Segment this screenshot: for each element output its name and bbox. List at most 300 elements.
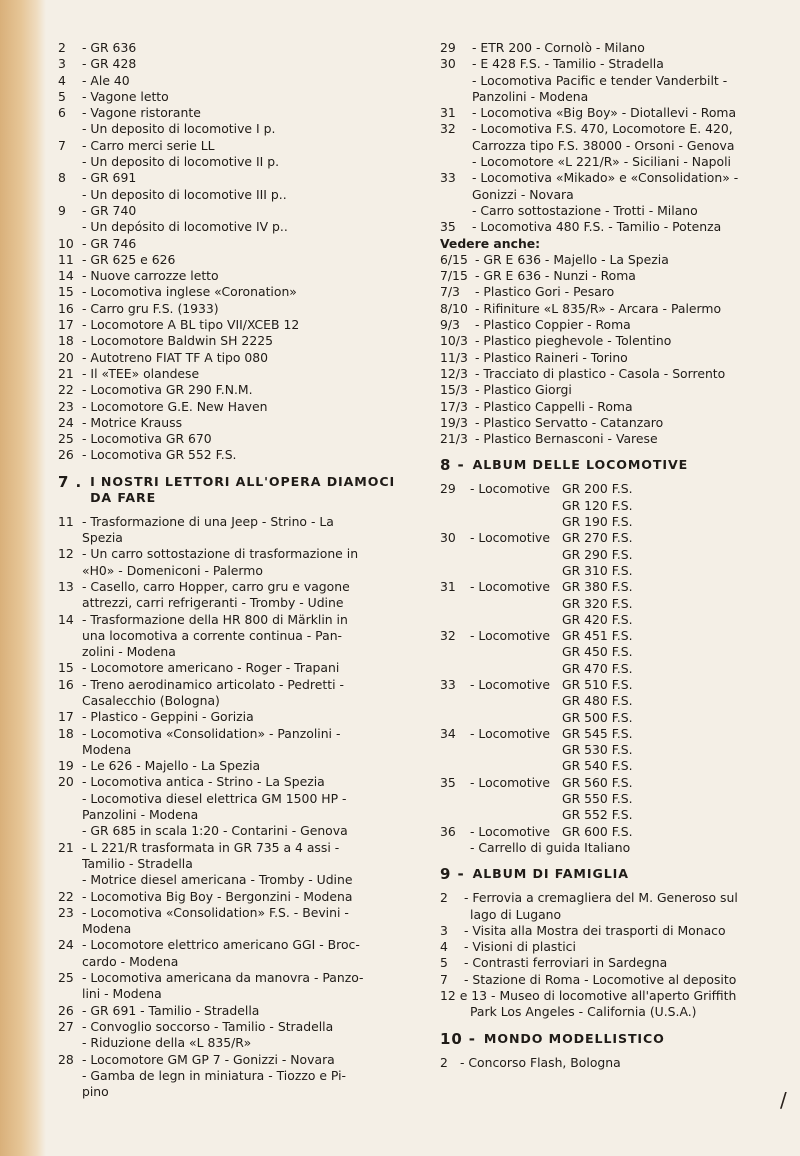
- entry-text: - Plastico Bernasconi - Varese: [475, 431, 658, 447]
- album-entry: [440, 775, 790, 791]
- entry-number: 17: [58, 317, 74, 333]
- entry-number: 11: [58, 513, 74, 529]
- index-entry: [58, 138, 413, 154]
- index-entry: [58, 382, 413, 398]
- entry-text: - Plastico Raineri - Torino: [475, 349, 628, 365]
- entry-text: - Carro sottostazione - Trotti - Milano: [472, 202, 698, 218]
- entry-text: - Locomotiva Pacific e tender Vanderbilt -: [472, 72, 728, 88]
- entry-text: - GR 740: [82, 202, 137, 218]
- locomotive-class: GR 470 F.S.: [562, 660, 633, 676]
- entry-number: 6: [58, 105, 66, 121]
- entry-text: - Plastico Giorgi: [475, 382, 572, 398]
- index-entry: [58, 514, 413, 530]
- index-entry: [58, 986, 413, 1002]
- album-entry: [440, 628, 790, 644]
- entry-text: - GR 746: [82, 235, 137, 251]
- index-entry: [58, 660, 413, 676]
- entry-number: 23: [58, 904, 74, 920]
- entry-number: 10: [58, 235, 74, 251]
- index-entry: [440, 923, 790, 939]
- entry-text: - Vagone letto: [82, 88, 169, 104]
- index-entry: [58, 317, 413, 333]
- entry-label: - Locomotive: [470, 725, 550, 741]
- index-entry: [58, 1084, 413, 1100]
- entry-number: 3: [58, 56, 66, 72]
- entry-number: 20: [58, 349, 74, 365]
- entry-number: 7: [58, 137, 66, 153]
- album-entry: [440, 530, 790, 546]
- index-entry: [58, 415, 413, 431]
- index-entry: [58, 154, 413, 170]
- entry-number: 20: [58, 774, 74, 790]
- section-title: ALBUM DI FAMIGLIA: [472, 866, 629, 882]
- entry-number: 3: [440, 922, 448, 938]
- entry-text: - GR E 636 - Nunzi - Roma: [475, 268, 636, 284]
- index-entry: [58, 1035, 413, 1051]
- entry-text: - Locomotore G.E. New Haven: [82, 398, 268, 414]
- entry-text: - Locomotiva 480 F.S. - Tamilio - Potenza: [472, 219, 722, 235]
- album-entry: [440, 579, 790, 595]
- entry-number: 14: [58, 611, 74, 627]
- entry-label: - Locomotive: [470, 481, 550, 497]
- locomotive-class: GR 190 F.S.: [562, 514, 633, 530]
- section-title: I NOSTRI LETTORI ALL'OPERA DIAMOCI DA FARE: [90, 473, 396, 505]
- entry-number: 12 e 13: [440, 988, 488, 1004]
- entry-text: - Motrice Krauss: [82, 414, 183, 430]
- entry-text: pino: [82, 1084, 109, 1100]
- entry-text: - Trasformazione di una Jeep - Strino - La: [82, 513, 334, 529]
- index-entry: [58, 872, 413, 888]
- entry-number: 2: [440, 890, 448, 906]
- album-entry: [440, 758, 790, 774]
- index-entry: [440, 170, 790, 186]
- album-entry: [440, 824, 790, 840]
- index-entry: [440, 333, 790, 349]
- index-entry: [58, 823, 413, 839]
- entry-text: - Treno aerodinamico articolato - Pedretti -: [82, 676, 344, 692]
- entry-text: Park Los Angeles - California (U.S.A.): [470, 1004, 697, 1020]
- entry-number: 13: [58, 578, 74, 594]
- left-column: [58, 40, 413, 1100]
- locomotive-class: GR 480 F.S.: [562, 693, 633, 709]
- locomotive-class: GR 500 F.S.: [562, 709, 633, 725]
- entry-number: 17/3: [440, 398, 468, 414]
- index-entry: [58, 644, 413, 660]
- entry-number: 29: [440, 40, 456, 55]
- index-entry: [58, 268, 413, 284]
- index-entry: [58, 219, 413, 235]
- index-entry: [440, 431, 790, 447]
- entry-text: Spezia: [82, 530, 123, 546]
- entry-number: 7/15: [440, 268, 468, 284]
- locomotive-class: GR 270 F.S.: [562, 530, 633, 546]
- index-entry: [440, 219, 790, 235]
- locomotive-class: GR 510 F.S.: [562, 676, 633, 692]
- entry-text: cardo - Modena: [82, 953, 179, 969]
- locomotive-class: GR 552 F.S.: [562, 807, 633, 823]
- index-entry: [440, 366, 790, 382]
- entry-text: Modena: [82, 921, 132, 937]
- entry-text: - L 221/R trasformata in GR 735 a 4 assi -: [82, 839, 340, 855]
- index-entry: [440, 284, 790, 300]
- entry-text: - Gamba de legn in miniatura - Tiozzo e Pi-: [82, 1067, 347, 1083]
- entry-text: zolini - Modena: [82, 644, 176, 660]
- entry-number: 10/3: [440, 333, 468, 349]
- entry-text: Modena: [82, 741, 132, 757]
- entry-text: - Un depósito di locomotive IV p..: [82, 219, 288, 235]
- entry-text: - Locomotore «L 221/R» - Siciliani - Napoli: [472, 154, 731, 170]
- entry-text: - Trasformazione della HR 800 di Märklin in: [82, 611, 348, 627]
- entry-text: Gonizzi - Novara: [472, 186, 574, 202]
- album-entry: [440, 742, 790, 758]
- index-entry: [58, 921, 413, 937]
- album-entry: [440, 498, 790, 514]
- entry-text: - Carro merci serie LL: [82, 137, 215, 153]
- entry-text: Panzolini - Modena: [82, 807, 199, 823]
- locomotive-class: GR 451 F.S.: [562, 628, 633, 644]
- album-entry: [440, 693, 790, 709]
- entry-text: - Il «TEE» olandese: [82, 365, 200, 381]
- index-entry: [58, 546, 413, 562]
- section-9-heading: [440, 866, 790, 882]
- entry-text: - Plastico pieghevole - Tolentino: [475, 333, 672, 349]
- entry-text: Carrozza tipo F.S. 38000 - Orsoni - Genova: [472, 137, 735, 153]
- entry-text: - Locomotiva F.S. 470, Locomotore E. 420,: [472, 121, 733, 137]
- entry-label: - Locomotive: [470, 823, 550, 839]
- entry-text: - Locomotiva «Big Boy» - Diotallevi - Roma: [472, 105, 737, 121]
- index-entry: [58, 121, 413, 137]
- entry-number: 15: [58, 284, 74, 300]
- entry-number: 11: [58, 251, 74, 267]
- entry-text: - Tracciato di plastico - Casola - Sorrento: [475, 365, 726, 381]
- entry-text: - Locomotore A BL tipo VII/XCEB 12: [82, 317, 300, 333]
- index-entry: [440, 399, 790, 415]
- entry-number: 5: [440, 955, 448, 971]
- entry-text: - Vagone ristorante: [82, 105, 201, 121]
- entry-text: - Locomotiva antica - Strino - La Spezia: [82, 774, 325, 790]
- entry-text: - Locomotore Baldwin SH 2225: [82, 333, 273, 349]
- vedere-anche-list: [440, 252, 790, 448]
- album-entry: [440, 612, 790, 628]
- entry-text: lago di Lugano: [470, 906, 562, 922]
- index-entry: [58, 563, 413, 579]
- index-entry: [58, 89, 413, 105]
- index-entry: [440, 988, 790, 1004]
- entry-text: Tamilio - Stradella: [82, 855, 193, 871]
- entry-number: 12/3: [440, 365, 468, 381]
- entry-number: 30: [440, 56, 456, 72]
- index-entry: [58, 40, 413, 56]
- entry-text: - GR 691: [82, 170, 137, 186]
- locomotive-class: GR 420 F.S.: [562, 611, 633, 627]
- section-7-list: [58, 514, 413, 1101]
- index-entry: [440, 105, 790, 121]
- index-list-continued: [440, 40, 790, 236]
- index-entry: [58, 431, 413, 447]
- entry-number: 19: [58, 758, 74, 774]
- index-entry: [440, 89, 790, 105]
- album-entry: [440, 644, 790, 660]
- index-entry: [58, 612, 413, 628]
- locomotive-class: GR 545 F.S.: [562, 725, 633, 741]
- index-entry: [58, 366, 413, 382]
- right-column: [440, 40, 790, 1071]
- entry-number: 21/3: [440, 431, 468, 447]
- index-entry: [440, 252, 790, 268]
- index-entry: [58, 399, 413, 415]
- index-entry: [58, 236, 413, 252]
- entry-text: - Locomotiva americana da manovra - Panzo-: [82, 970, 364, 986]
- entry-number: 11/3: [440, 349, 468, 365]
- pen-mark: /: [780, 1088, 787, 1112]
- index-entry: [58, 170, 413, 186]
- entry-number: 21: [58, 365, 74, 381]
- album-entry: [440, 661, 790, 677]
- entry-number: 32: [440, 628, 456, 644]
- index-entry: [58, 284, 413, 300]
- index-entry: [58, 726, 413, 742]
- index-entry: [58, 628, 413, 644]
- album-entry: [440, 596, 790, 612]
- index-entry: [440, 972, 790, 988]
- locomotive-class: GR 600 F.S.: [562, 823, 633, 839]
- entry-number: 35: [440, 219, 456, 235]
- section-title: ALBUM DELLE LOCOMOTIVE: [472, 457, 689, 473]
- entry-number: 22: [58, 888, 74, 904]
- index-entry: [440, 955, 790, 971]
- entry-text: - Locomotore americano - Roger - Trapani: [82, 660, 340, 676]
- entry-number: 7/3: [440, 284, 460, 300]
- index-entry: [58, 1003, 413, 1019]
- entry-label: - Locomotive: [470, 530, 550, 546]
- section-7-heading: [58, 474, 413, 506]
- entry-number: 16: [58, 300, 74, 316]
- index-entry: [440, 268, 790, 284]
- index-entry: [58, 56, 413, 72]
- index-entry: [440, 187, 790, 203]
- section-number: 8 -: [440, 456, 465, 475]
- album-entry: [440, 791, 790, 807]
- entry-text: - Riduzione della «L 835/R»: [82, 1035, 252, 1051]
- entry-text: - Locomotiva GR 290 F.N.M.: [82, 382, 253, 398]
- index-entry: [58, 333, 413, 349]
- entry-text: - Le 626 - Majello - La Spezia: [82, 758, 261, 774]
- index-entry: [58, 203, 413, 219]
- entry-label: - Locomotive: [470, 676, 550, 692]
- index-entry: [58, 187, 413, 203]
- album-entry: [440, 514, 790, 530]
- entry-text: Casalecchio (Bologna): [82, 692, 220, 708]
- locomotive-class: GR 550 F.S.: [562, 791, 633, 807]
- album-entry: [440, 547, 790, 563]
- index-entry: [58, 73, 413, 89]
- index-entry: [58, 252, 413, 268]
- entry-number: 24: [58, 414, 74, 430]
- entry-text: una locomotiva a corrente continua - Pan-: [82, 627, 343, 643]
- entry-text: - Locomotiva diesel elettrica GM 1500 HP -: [82, 790, 347, 806]
- entry-text: - Locomotiva inglese «Coronation»: [82, 284, 297, 300]
- locomotive-class: GR 200 F.S.: [562, 481, 633, 497]
- entry-text: - Locomotore GM GP 7 - Gonizzi - Novara: [82, 1051, 335, 1067]
- locomotive-class: GR 380 F.S.: [562, 579, 633, 595]
- index-entry: [440, 1055, 790, 1071]
- entry-number: 26: [58, 1002, 74, 1018]
- entry-number: 17: [58, 709, 74, 725]
- entry-text: - Plastico Gori - Pesaro: [475, 284, 615, 300]
- index-entry: [58, 1068, 413, 1084]
- entry-label: - Locomotive: [470, 628, 550, 644]
- locomotive-class: GR 290 F.S.: [562, 546, 633, 562]
- entry-text: - Plastico - Geppini - Gorizia: [82, 709, 254, 725]
- entry-number: 6/15: [440, 251, 468, 267]
- entry-text: - Autotreno FIAT TF A tipo 080: [82, 349, 269, 365]
- album-entry: [440, 563, 790, 579]
- entry-text: - GR 636: [82, 40, 137, 55]
- entry-text: - Carro gru F.S. (1933): [82, 300, 219, 316]
- entry-text: - Casello, carro Hopper, carro gru e vagone: [82, 578, 350, 594]
- album-locomotive-list: [440, 481, 790, 840]
- entry-number: 19/3: [440, 414, 468, 430]
- section-number: 10 -: [440, 1029, 476, 1048]
- entry-number: 33: [440, 676, 456, 692]
- index-entry: [58, 970, 413, 986]
- entry-text: - Ale 40: [82, 72, 130, 88]
- entry-number: 34: [440, 725, 456, 741]
- index-entry: [440, 350, 790, 366]
- entry-text: - Un deposito di locomotive III p..: [82, 186, 287, 202]
- index-entry: [58, 807, 413, 823]
- entry-number: 4: [58, 72, 66, 88]
- index-entry: [440, 907, 790, 923]
- entry-text: lini - Modena: [82, 986, 162, 1002]
- index-list-top: [58, 40, 413, 464]
- entry-number: 15/3: [440, 382, 468, 398]
- index-entry: [58, 758, 413, 774]
- entry-text: - Locomotiva GR 552 F.S.: [82, 447, 237, 463]
- index-entry: [58, 742, 413, 758]
- page-edge-stain: [0, 0, 46, 1156]
- section-number: 7 .: [58, 472, 83, 491]
- index-entry: [58, 889, 413, 905]
- locomotive-class: GR 120 F.S.: [562, 497, 633, 513]
- entry-number: 25: [58, 970, 74, 986]
- entry-text: - Plastico Cappelli - Roma: [475, 398, 633, 414]
- entry-number: 30: [440, 530, 456, 546]
- album-extra-row: [440, 840, 790, 856]
- album-entry: [440, 710, 790, 726]
- entry-number: 35: [440, 774, 456, 790]
- entry-number: 2: [58, 40, 66, 55]
- index-entry: [58, 693, 413, 709]
- entry-text: - Un deposito di locomotive II p.: [82, 154, 280, 170]
- entry-number: 26: [58, 447, 74, 463]
- entry-text: Panzolini - Modena: [472, 88, 589, 104]
- index-entry: [440, 121, 790, 137]
- entry-number: 8: [58, 170, 66, 186]
- entry-text: - Concorso Flash, Bologna: [460, 1054, 621, 1070]
- index-entry: [58, 530, 413, 546]
- album-entry: [440, 481, 790, 497]
- index-entry: [58, 954, 413, 970]
- locomotive-class: GR 450 F.S.: [562, 644, 633, 660]
- index-entry: [440, 301, 790, 317]
- index-entry: [58, 1052, 413, 1068]
- entry-number: 23: [58, 398, 74, 414]
- entry-number: 9/3: [440, 317, 460, 333]
- entry-number: 8/10: [440, 300, 468, 316]
- index-entry: [440, 382, 790, 398]
- entry-text: - Visita alla Mostra dei trasporti di Monaco: [464, 922, 726, 938]
- entry-text: - GR 428: [82, 56, 137, 72]
- locomotive-class: GR 540 F.S.: [562, 758, 633, 774]
- entry-text: - Locomotore elettrico americano GGI - Broc-: [82, 937, 360, 953]
- index-entry: [58, 301, 413, 317]
- entry-number: 33: [440, 170, 456, 186]
- entry-number: 31: [440, 105, 456, 121]
- entry-number: 5: [58, 88, 66, 104]
- entry-number: 18: [58, 725, 74, 741]
- entry-number: 7: [440, 971, 448, 987]
- entry-number: 15: [58, 660, 74, 676]
- entry-text: - Visioni di plastici: [464, 939, 576, 955]
- index-entry: [58, 840, 413, 856]
- entry-text: - Convoglio soccorso - Tamilio - Stradella: [82, 1018, 334, 1034]
- index-entry: [440, 56, 790, 72]
- index-entry: [58, 856, 413, 872]
- entry-text: - Museo di locomotive all'aperto Griffith: [491, 988, 737, 1004]
- entry-text: - Locomotiva GR 670: [82, 431, 212, 447]
- entry-number: 31: [440, 579, 456, 595]
- index-entry: [58, 350, 413, 366]
- entry-text: - Locomotiva Big Boy - Bergonzini - Modena: [82, 888, 353, 904]
- album-entry: [440, 807, 790, 823]
- index-entry: [440, 154, 790, 170]
- vedere-anche-heading: Vedere anche:: [440, 235, 541, 251]
- entry-number: 4: [440, 939, 448, 955]
- index-entry: [58, 105, 413, 121]
- entry-text: - Un deposito di locomotive I p.: [82, 121, 276, 137]
- entry-number: 2: [440, 1054, 448, 1070]
- section-title: MONDO MODELLISTICO: [483, 1030, 665, 1046]
- entry-text: - Motrice diesel americana - Tromby - Udine: [82, 872, 353, 888]
- entry-number: 16: [58, 676, 74, 692]
- index-entry: [58, 677, 413, 693]
- entry-text: - Stazione di Roma - Locomotive al deposito: [464, 971, 737, 987]
- entry-number: 14: [58, 268, 74, 284]
- locomotive-class: GR 560 F.S.: [562, 774, 633, 790]
- section-9-list: [440, 890, 790, 1020]
- section-8-heading: [440, 457, 790, 473]
- entry-number: 32: [440, 121, 456, 137]
- entry-text: - GR 685 in scala 1:20 - Contarini - Genova: [82, 823, 348, 839]
- entry-text: - Plastico Coppier - Roma: [475, 317, 631, 333]
- entry-text: - Nuove carrozze letto: [82, 268, 219, 284]
- album-entry: [440, 726, 790, 742]
- section-10-heading: [440, 1031, 790, 1047]
- entry-text: - GR 625 e 626: [82, 251, 176, 267]
- index-entry: [58, 937, 413, 953]
- entry-text: - Contrasti ferroviari in Sardegna: [464, 955, 668, 971]
- entry-number: 12: [58, 546, 74, 562]
- entry-text: «H0» - Domeniconi - Palermo: [82, 562, 263, 578]
- entry-number: 22: [58, 382, 74, 398]
- locomotive-class: GR 320 F.S.: [562, 595, 633, 611]
- section-number: 9 -: [440, 865, 465, 884]
- index-entry: [440, 1004, 790, 1020]
- entry-number: 36: [440, 823, 456, 839]
- entry-number: 9: [58, 202, 66, 218]
- entry-number: 24: [58, 937, 74, 953]
